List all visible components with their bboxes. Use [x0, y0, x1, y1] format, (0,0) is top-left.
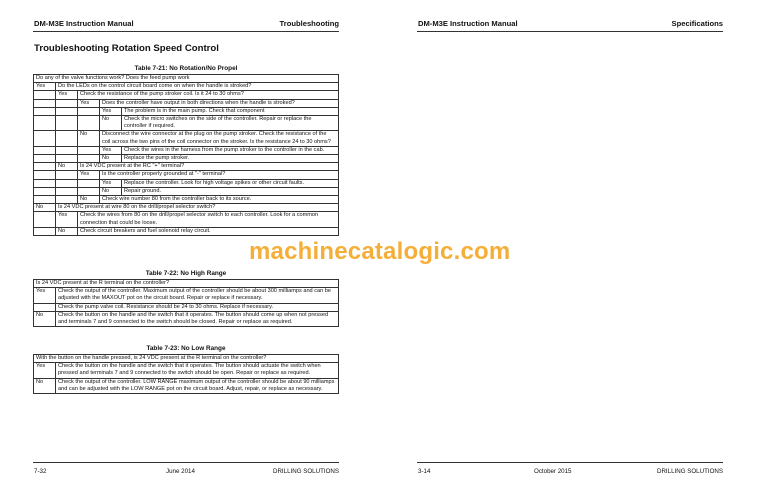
t2-yes: Yes [34, 288, 56, 303]
t1-no: No [56, 227, 78, 235]
right-header-title: DM-M3E Instruction Manual [418, 19, 518, 28]
right-header-rule [417, 31, 723, 32]
table-no-high-range [33, 279, 339, 327]
t1-q7: Is the controller properly grounded at "-" terminal? [100, 171, 339, 179]
table2-caption: Table 7-22: No High Range [145, 270, 227, 277]
t1-yes: Yes [100, 179, 122, 187]
t3-a2: Check the output of the controller. LOW RANGE maximum output of the controller should be about 90 milliamps and can be adjusted with the LOW RANGE pot on the circuit board. Adjust, repair, or replace as necessary. [56, 378, 339, 393]
t1-yes: Yes [34, 83, 56, 91]
t1-yes: Yes [78, 171, 100, 179]
left-header-title: DM-M3E Instruction Manual [34, 19, 134, 28]
right-footer-brand: DRILLING SOLUTIONS [656, 468, 723, 475]
t3-q1: With the button on the handle pressed, is 24 VDC present at the R terminal on the controller? [34, 355, 339, 363]
section-title: Troubleshooting Rotation Speed Control [34, 43, 219, 54]
right-page-number: 3-14 [418, 468, 431, 475]
left-page-number: 7-32 [34, 468, 47, 475]
table3-caption: Table 7-23: No Low Range [146, 345, 226, 352]
t1-q3: Check the resistance of the pump stroker coil. Is it 24 to 30 ohms? [78, 91, 339, 99]
t1-no: No [56, 163, 78, 171]
t1-no: No [78, 131, 100, 146]
t2-a3: Check the button on the handle and the switch that it operates. The button should come up when not pressed and terminals 7 and 9 connected to the switch should be closed. Repair or replace as required. [56, 311, 339, 326]
t1-yes: Yes [100, 146, 122, 154]
t1-yes: Yes [78, 99, 100, 107]
t1-q5: Disconnect the wire connector at the plug on the pump stroker. Check the resistance of the coil across the two pins of the coil connector on the stroker. Is the resistance 24 to 30 ohms? [100, 131, 339, 146]
left-header-rule [33, 31, 339, 32]
t2-a2: Check the pump valve coil. Resistance should be 24 to 30 ohms. Replace if necessary. [56, 303, 339, 311]
t1-a7y: Replace the controller. Look for high voltage spikes or other circuit faults. [122, 179, 339, 187]
table-no-rotation [33, 74, 339, 236]
watermark: machinecatalogic.com [249, 238, 511, 265]
t2-a1: Check the output of the controller. Maximum output of the controller should be about 300 milliamps and can be adjusted with the MAXOUT pot on the circuit board. Repair or replace if necessary. [56, 288, 339, 303]
t1-a8y: Check the wires from 80 on the drill/propel selector switch to each controller. Look for a common connection that could be loose. [78, 212, 339, 227]
t1-no: No [100, 155, 122, 163]
t1-yes: Yes [56, 91, 78, 99]
t1-q6: Is 24 VDC present at the RC "+" terminal? [78, 163, 339, 171]
t1-no: No [100, 187, 122, 195]
t1-a8n: Check circuit breakers and fuel solenoid relay circuit. [78, 227, 339, 235]
t1-no: No [34, 204, 56, 212]
left-footer-date: June 2014 [166, 468, 195, 475]
t1-yes: Yes [56, 212, 78, 227]
right-footer-date: October 2015 [534, 468, 572, 475]
table-no-low-range [33, 354, 339, 394]
left-footer-rule [33, 462, 339, 463]
t1-a5y: Check the wires in the harness from the pump stroker to the controller in the cab. [122, 146, 339, 154]
table1-caption: Table 7-21: No Rotation/No Propel [134, 65, 238, 72]
t1-no: No [100, 116, 122, 131]
t1-q8: Is 24 VDC present at wire 80 on the drill/propel selector switch? [56, 204, 339, 212]
t3-yes: Yes [34, 363, 56, 378]
t1-q2: Do the LEDs on the control circuit board come on when the handle is stroked? [56, 83, 339, 91]
t1-a4n: Check the micro switches on the side of the controller. Repair or replace the controller if required. [122, 116, 339, 131]
t1-a7n: Repair ground. [122, 187, 339, 195]
right-footer-rule [417, 462, 723, 463]
t3-a1: Check the button on the handle and the switch that it operates. The button should actuate the switch when pressed and terminals 7 and 9 connected to the switch should be open. Repair or replace as required. [56, 363, 339, 378]
t3-no: No [34, 378, 56, 393]
right-header-section: Specifications [671, 19, 723, 28]
t1-q4: Does the controller have output in both directions when the handle is stroked? [100, 99, 339, 107]
t2-no: No [34, 311, 56, 326]
left-header-section: Troubleshooting [279, 19, 339, 28]
t1-a5n: Replace the pump stroker. [122, 155, 339, 163]
t1-no: No [78, 196, 100, 204]
t1-q1: Do any of the valve functions work? Does the feed pump work [34, 75, 339, 83]
t1-yes: Yes [100, 107, 122, 115]
t1-a6n: Check wire number 80 from the controller back to its source. [100, 196, 339, 204]
t2-q1: Is 24 VDC present at the R terminal on the controller? [34, 280, 339, 288]
left-footer-brand: DRILLING SOLUTIONS [272, 468, 339, 475]
t1-a4y: The problem is in the main pump. Check that component [122, 107, 339, 115]
